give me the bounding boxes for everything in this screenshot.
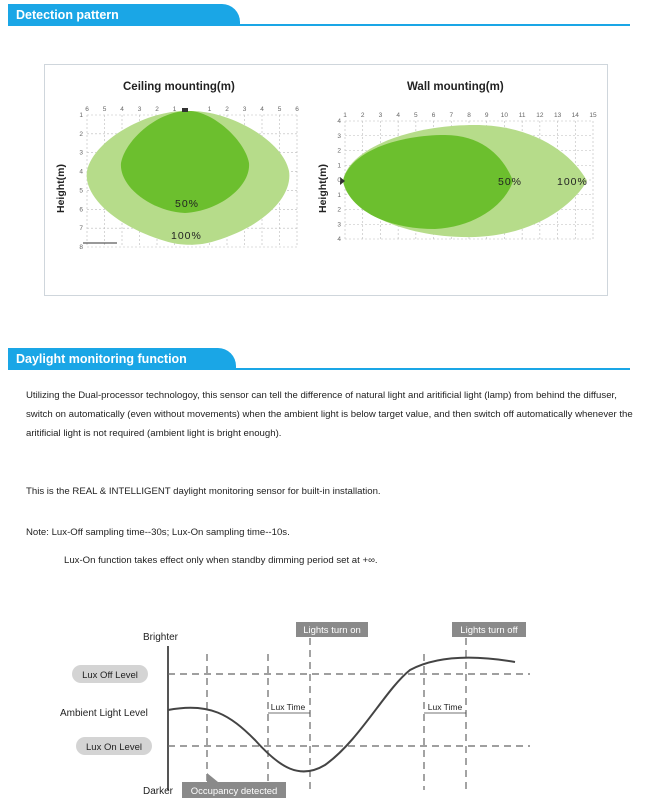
y-tick-label: 0 [337, 177, 341, 184]
y-tick-label: 5 [79, 187, 83, 195]
lux-time-label-2: Lux Time [427, 702, 463, 712]
lux-time-label-1: Lux Time [270, 702, 306, 712]
section-header-detection [8, 4, 630, 26]
x-tick-label: 8 [467, 112, 471, 119]
x-tick-label: 2 [225, 106, 229, 113]
wall-y-ticks [337, 118, 341, 243]
x-tick-label: 14 [571, 112, 579, 119]
detection-pattern-panel [44, 64, 608, 296]
ceiling-outer-label: 100% [171, 230, 202, 242]
ambient-light-level-label: Ambient Light Level [60, 708, 148, 719]
x-tick-label: 13 [553, 112, 562, 119]
x-tick-label: 5 [414, 112, 418, 119]
y-tick-label: 3 [79, 149, 83, 157]
section-title-daylight: Daylight monitoring function [8, 348, 236, 370]
darker-label: Darker [143, 786, 174, 797]
wall-chart-title: Wall mounting(m) [407, 81, 504, 93]
x-tick-label: 5 [277, 106, 282, 113]
daylight-paragraph: Utilizing the Dual-processor technologoy, this sensor can tell the difference of natural light and aritificial light (lamp) from behind the diffuser, switch on automatically (even without movements) when the ambient light is below target value, and then switch off automatically whenever the aritificial light is not required (ambient light is bright enough). [26, 390, 633, 439]
daylight-timing-diagram [0, 610, 660, 810]
daylight-statement: This is the REAL & INTELLIGENT daylight monitoring sensor for built-in installation. [26, 486, 381, 497]
y-tick-label: 3 [337, 132, 341, 140]
section-title-detection: Detection pattern [8, 4, 240, 26]
y-tick-label: 2 [79, 130, 83, 138]
wall-inner-label: 50% [498, 176, 523, 188]
x-tick-label: 2 [155, 106, 159, 113]
x-tick-label: 4 [396, 112, 400, 119]
x-tick-label: 3 [242, 106, 247, 113]
y-tick-label: 4 [337, 236, 341, 243]
x-tick-label: 5 [102, 106, 107, 113]
y-tick-label: 6 [79, 206, 83, 214]
section-header-daylight [8, 348, 630, 370]
x-tick-label: 12 [536, 112, 544, 119]
x-tick-label: 4 [260, 106, 264, 113]
y-tick-label: 4 [79, 168, 83, 176]
x-tick-label: 4 [120, 106, 124, 113]
x-tick-label: 1 [172, 106, 177, 113]
y-tick-label: 2 [337, 206, 341, 214]
x-tick-label: 1 [207, 106, 212, 113]
ceiling-y-ticks [79, 112, 83, 251]
y-tick-label: 1 [337, 191, 341, 199]
x-tick-label: 10 [500, 112, 509, 119]
lux-on-level-label: Lux On Level [86, 742, 142, 753]
daylight-note-2: Lux-On function takes effect only when standby dimming period set at +∞. [64, 555, 378, 566]
y-tick-label: 1 [337, 162, 341, 170]
occupancy-callout-pointer [207, 773, 218, 782]
lights-on-label: Lights turn on [303, 625, 361, 636]
x-tick-label: 11 [518, 112, 526, 119]
y-tick-label: 8 [79, 244, 83, 251]
x-tick-label: 6 [85, 106, 89, 113]
daylight-note: Note: Lux-Off sampling time--30s; Lux-On sampling time--10s. [26, 527, 290, 538]
x-tick-label: 15 [589, 112, 597, 119]
wall-outer-label: 100% [557, 176, 588, 188]
wall-x-ticks [343, 112, 597, 119]
lux-off-level-label: Lux Off Level [82, 670, 138, 681]
x-tick-label: 2 [360, 112, 365, 119]
ceiling-inner-label: 50% [175, 198, 200, 210]
section-rule [8, 24, 630, 26]
x-tick-label: 3 [378, 112, 383, 119]
section-rule [8, 368, 630, 370]
wall-detection-chart [335, 105, 597, 245]
lights-off-label: Lights turn off [460, 625, 518, 636]
y-tick-label: 3 [337, 221, 341, 229]
x-tick-label: 1 [343, 112, 347, 119]
x-tick-label: 6 [295, 106, 299, 113]
ceiling-chart-title: Ceiling mounting(m) [123, 81, 235, 93]
x-tick-label: 7 [449, 112, 454, 119]
ceiling-detection-chart [75, 101, 301, 251]
wall-y-axis-label: Height(m) [317, 164, 329, 213]
y-tick-label: 7 [79, 225, 83, 233]
y-tick-label: 4 [337, 118, 341, 125]
x-tick-label: 9 [484, 112, 489, 119]
ceiling-y-axis-label: Height(m) [55, 164, 67, 213]
ceiling-sensor-marker [182, 108, 188, 112]
occupancy-label: Occupancy detected [190, 786, 278, 797]
brighter-label: Brighter [143, 632, 179, 643]
ambient-light-curve [168, 658, 515, 772]
y-tick-label: 2 [337, 147, 341, 155]
x-tick-label: 3 [137, 106, 142, 113]
x-tick-label: 6 [431, 112, 436, 119]
y-tick-label: 1 [79, 112, 83, 119]
